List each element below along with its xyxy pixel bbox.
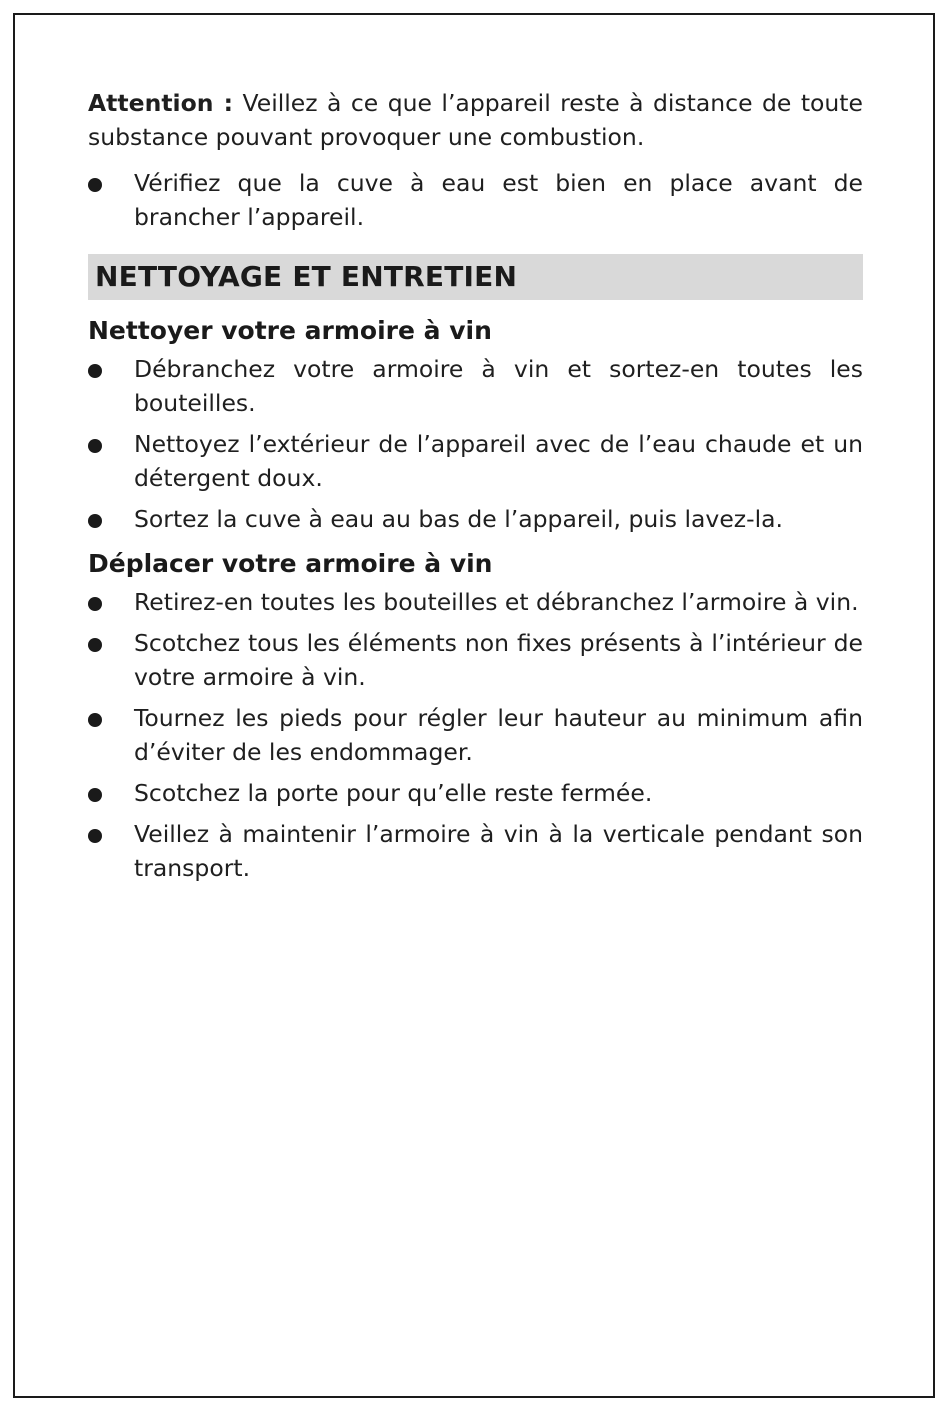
bullet-icon (88, 364, 102, 378)
cleaning-heading: Nettoyer votre armoire à vin (88, 316, 492, 345)
list-item-text: Scotchez la porte pour qu’elle reste fermée. (134, 779, 653, 807)
moving-bullet-list (88, 585, 863, 885)
bullet-icon (88, 829, 102, 843)
bullet-icon (88, 638, 102, 652)
bullet-icon (88, 788, 102, 802)
bullet-icon (88, 439, 102, 453)
document-content (88, 86, 863, 885)
attention-label: Attention : (88, 89, 234, 117)
list-item (88, 585, 863, 619)
list-item-text: Vérifiez que la cuve à eau est bien en place avant de brancher l’appareil. (134, 169, 863, 231)
list-item (88, 626, 863, 694)
intro-bullet-list (88, 166, 863, 234)
section-header (88, 254, 863, 300)
bullet-icon (88, 514, 102, 528)
attention-paragraph (88, 86, 863, 154)
list-item-text: Retirez-en toutes les bouteilles et débranchez l’armoire à vin. (134, 588, 859, 616)
cleaning-bullet-list (88, 352, 863, 536)
list-item-text: Sortez la cuve à eau au bas de l’appareil, puis lavez-la. (134, 505, 784, 533)
list-item (88, 352, 863, 420)
section-title: NETTOYAGE ET ENTRETIEN (95, 260, 518, 293)
list-item (88, 502, 863, 536)
list-item (88, 701, 863, 769)
bullet-icon (88, 597, 102, 611)
list-item-text: Nettoyez l’extérieur de l’appareil avec de l’eau chaude et un détergent doux. (134, 430, 863, 492)
bullet-icon (88, 178, 102, 192)
moving-heading: Déplacer votre armoire à vin (88, 549, 493, 578)
list-item-text: Tournez les pieds pour régler leur hauteur au minimum afin d’éviter de les endommager. (134, 704, 863, 766)
attention-text: Veillez à ce que l’appareil reste à distance de toute substance pouvant provoquer une combustion. (88, 89, 863, 151)
list-item (88, 427, 863, 495)
list-item (88, 166, 863, 234)
list-item-text: Scotchez tous les éléments non fixes présents à l’intérieur de votre armoire à vin. (134, 629, 863, 691)
list-item-text: Débranchez votre armoire à vin et sortez-en toutes les bouteilles. (134, 355, 863, 417)
bullet-icon (88, 713, 102, 727)
list-item-text: Veillez à maintenir l’armoire à vin à la verticale pendant son transport. (134, 820, 863, 882)
list-item (88, 817, 863, 885)
list-item (88, 776, 863, 810)
